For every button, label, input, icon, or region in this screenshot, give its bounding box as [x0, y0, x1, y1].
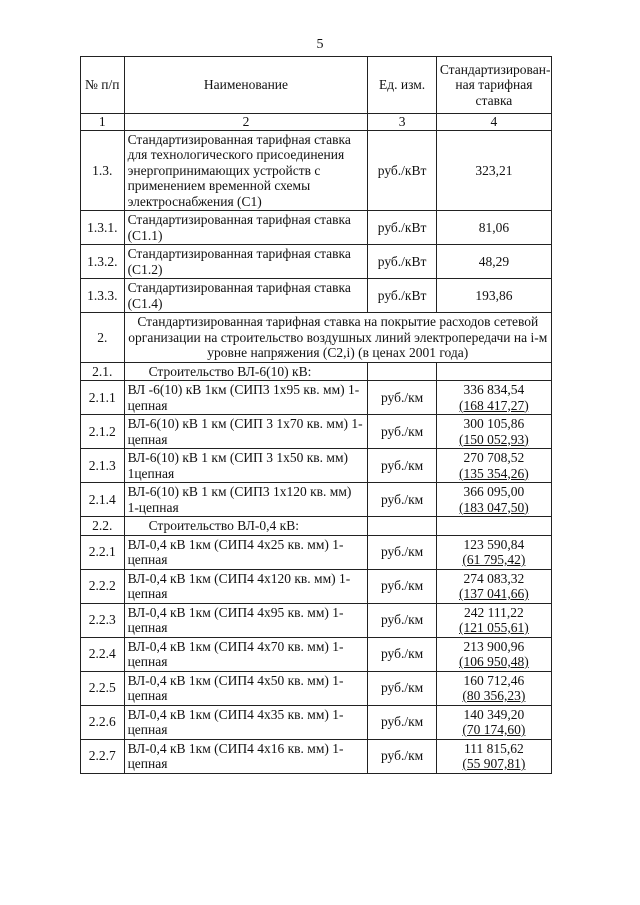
row-number: 2.1.3 — [81, 449, 125, 483]
group-number: 2.2. — [81, 517, 125, 536]
row-value: 242 111,22 — [464, 604, 524, 620]
row-number: 1.3.2. — [81, 245, 125, 279]
index-cell: 4 — [436, 114, 551, 131]
row-value: 270 708,52 — [463, 450, 525, 465]
table-row — [81, 211, 552, 245]
table-row — [81, 381, 552, 415]
table-row — [81, 603, 552, 637]
row-value-cell — [436, 637, 551, 671]
row-value-cell — [436, 483, 551, 517]
row-unit: руб./кВт — [368, 245, 436, 279]
header-name: Наименование — [124, 57, 368, 114]
row-number: 2.2.4 — [81, 637, 125, 671]
row-number: 2.1.4 — [81, 483, 125, 517]
row-name: Стандартизированная тарифная ставка для технологического присоединения энергопринимающих устройств с применением временной схемы электроснабжения (С1) — [124, 130, 368, 211]
index-cell: 1 — [81, 114, 125, 131]
empty-cell — [436, 517, 551, 536]
row-value-cell — [436, 535, 551, 569]
row-value-2001: (137 041,66) — [459, 586, 529, 601]
row-name: ВЛ-0,4 кВ 1км (СИП4 4х95 кв. мм) 1- цепная — [124, 603, 368, 637]
row-name: ВЛ-6(10) кВ 1 км (СИП 3 1х70 кв. мм) 1-цепная — [124, 415, 368, 449]
group-2-1-row — [81, 362, 552, 381]
row-number: 1.3.1. — [81, 211, 125, 245]
row-number: 2.2.5 — [81, 671, 125, 705]
row-unit: руб./км — [368, 637, 436, 671]
row-value-2001: (55 907,81) — [462, 756, 526, 771]
row-unit: руб./км — [368, 483, 436, 517]
row-unit: руб./км — [368, 603, 436, 637]
header-row — [81, 57, 552, 114]
table-row — [81, 415, 552, 449]
row-value: 336 834,54 — [463, 382, 525, 397]
row-value: 366 095,00 — [463, 484, 525, 499]
row-number: 2.1.1 — [81, 381, 125, 415]
row-name: ВЛ-0,4 кВ 1км (СИП4 4х35 кв. мм) 1- цепная — [124, 705, 368, 739]
row-name: Стандартизированная тарифная ставка (С1.4) — [124, 279, 368, 313]
row-unit: руб./км — [368, 535, 436, 569]
header-rate: Стандартизирован-ная тарифная ставка — [436, 57, 551, 114]
section-number: 2. — [81, 313, 125, 363]
tariff-table — [80, 56, 552, 774]
table-row — [81, 535, 552, 569]
row-value: 213 900,96 — [463, 638, 525, 654]
row-value-2001: (183 047,50) — [459, 499, 529, 515]
row-value: 300 105,86 — [463, 416, 525, 431]
row-value: 323,21 — [436, 130, 551, 211]
row-value-cell — [436, 739, 551, 773]
row-name: ВЛ-6(10) кВ 1 км (СИП 3 1х50 кв. мм) 1цепная — [124, 449, 368, 483]
row-value-cell — [436, 705, 551, 739]
row-number: 1.3.3. — [81, 279, 125, 313]
row-value-cell — [436, 603, 551, 637]
row-value: 48,29 — [436, 245, 551, 279]
header-number: № п/п — [81, 57, 125, 114]
row-value: 81,06 — [436, 211, 551, 245]
row-number: 2.2.7 — [81, 739, 125, 773]
row-unit: руб./км — [368, 705, 436, 739]
empty-cell — [368, 362, 436, 381]
table-row — [81, 637, 552, 671]
row-value-2001: (168 417,27) — [459, 397, 529, 413]
row-name: ВЛ-6(10) кВ 1 км (СИП3 1х120 кв. мм) 1-цепная — [124, 483, 368, 517]
row-value-2001: (70 174,60) — [462, 722, 526, 737]
row-name: ВЛ-0,4 кВ 1км (СИП4 4х120 кв. мм) 1- цепная — [124, 569, 368, 603]
table-row — [81, 705, 552, 739]
row-name: ВЛ -6(10) кВ 1км (СИП3 1х95 кв. мм) 1-цепная — [124, 381, 368, 415]
group-2-2-row — [81, 517, 552, 536]
empty-cell — [368, 517, 436, 536]
row-value-2001: (135 354,26) — [459, 465, 529, 481]
row-value-cell — [436, 415, 551, 449]
page-number: 5 — [316, 37, 324, 52]
table-row — [81, 569, 552, 603]
row-number: 2.2.1 — [81, 535, 125, 569]
row-unit: руб./кВт — [368, 279, 436, 313]
row-number: 2.2.3 — [81, 603, 125, 637]
row-value-2001: (106 950,48) — [459, 654, 529, 669]
row-name: Стандартизированная тарифная ставка (С1.1) — [124, 211, 368, 245]
group-title: Строительство ВЛ-6(10) кВ: — [124, 362, 368, 381]
row-name: Стандартизированная тарифная ставка (С1.2) — [124, 245, 368, 279]
row-value-cell — [436, 569, 551, 603]
row-value-cell — [436, 381, 551, 415]
empty-cell — [436, 362, 551, 381]
table-row — [81, 130, 552, 211]
row-value: 123 590,84 — [463, 536, 525, 552]
row-name: ВЛ-0,4 кВ 1км (СИП4 4х50 кв. мм) 1- цепная — [124, 671, 368, 705]
row-unit: руб./км — [368, 381, 436, 415]
row-value: 160 712,46 — [463, 672, 525, 688]
row-number: 2.2.2 — [81, 569, 125, 603]
row-number: 1.3. — [81, 130, 125, 211]
row-value-2001: (150 052,93) — [459, 431, 529, 447]
table-row — [81, 449, 552, 483]
row-name: ВЛ-0,4 кВ 1км (СИП4 4х25 кв. мм) 1- цепная — [124, 535, 368, 569]
row-value: 274 083,32 — [463, 570, 525, 586]
row-name: ВЛ-0,4 кВ 1км (СИП4 4х16 кв. мм) 1- цепная — [124, 739, 368, 773]
row-number: 2.2.6 — [81, 705, 125, 739]
table-row — [81, 483, 552, 517]
row-value-cell — [436, 671, 551, 705]
row-unit: руб./км — [368, 671, 436, 705]
header-unit: Ед. изм. — [368, 57, 436, 114]
row-value: 111 815,62 — [464, 740, 524, 756]
row-value-2001: (61 795,42) — [462, 552, 526, 567]
row-unit: руб./кВт — [368, 211, 436, 245]
index-cell: 2 — [124, 114, 368, 131]
row-name: ВЛ-0,4 кВ 1км (СИП4 4х70 кв. мм) 1- цепная — [124, 637, 368, 671]
index-cell: 3 — [368, 114, 436, 131]
row-unit: руб./км — [368, 415, 436, 449]
table-row — [81, 739, 552, 773]
index-row — [81, 114, 552, 131]
row-unit: руб./км — [368, 739, 436, 773]
table-row — [81, 671, 552, 705]
row-value-2001: (121 055,61) — [459, 620, 529, 635]
section-title: Стандартизированная тарифная ставка на покрытие расходов сетевой организации на строительство воздушных линий электропередачи на i-м уровне напряжения (С2,i) (в ценах 2001 года) — [124, 313, 551, 363]
row-value-2001: (80 356,23) — [462, 688, 526, 703]
table-row — [81, 279, 552, 313]
table-row — [81, 245, 552, 279]
row-unit: руб./км — [368, 569, 436, 603]
row-value: 140 349,20 — [463, 706, 525, 722]
section-2-row — [81, 313, 552, 363]
row-unit: руб./км — [368, 449, 436, 483]
row-number: 2.1.2 — [81, 415, 125, 449]
row-unit: руб./кВт — [368, 130, 436, 211]
group-title: Строительство ВЛ-0,4 кВ: — [124, 517, 368, 536]
row-value: 193,86 — [436, 279, 551, 313]
group-number: 2.1. — [81, 362, 125, 381]
row-value-cell — [436, 449, 551, 483]
